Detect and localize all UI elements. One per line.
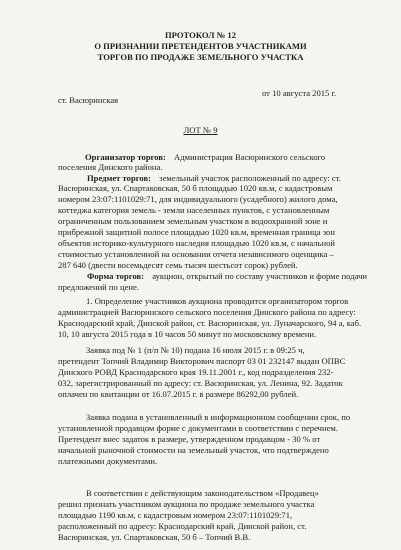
subject-line: Васюринская, ул. Спартаковская, 50 б площадью 1020 кв.м, с кадастровым xyxy=(58,183,333,193)
organizer-text-2: поселения Динского района. xyxy=(58,162,163,172)
item1-line: 1. Определение участников аукциона проводится организатором торгов xyxy=(86,296,349,306)
subject-line: 287 640 (двести восемьдесят семь тысяч шестьсот сорок) рублей. xyxy=(58,260,298,270)
decision-line: В соответствии с действующим законодательством «Продавец» xyxy=(86,488,319,498)
decision-line: расположенный по адресу: Краснодарский край, Динской район, ст. xyxy=(58,521,307,531)
application-note-line: начальной рыночной стоимости на земельный участок, что подтверждено xyxy=(58,445,329,455)
form-line: предложений по цене. xyxy=(58,282,139,292)
item1-line: 10, 10 августа 2015 года в 10 часов 50 минут по московскому времени. xyxy=(58,329,317,339)
organizer-row xyxy=(85,152,325,162)
form-row xyxy=(87,271,367,281)
item1-line: администрацией Васюринского сельского поселения Динского района по адресу: xyxy=(58,307,356,317)
application-line: 032, зарегистрированный по адресу: ст. Васюринская, ул. Ленина, 92. Задаток xyxy=(58,378,343,388)
subject-label: Предмет торгов: xyxy=(87,173,152,183)
protocol-subtitle-2: ТОРГОВ ПО ПРОДАЖЕ ЗЕМЕЛЬНОГО УЧАСТКА xyxy=(97,52,304,62)
decision-line: площадью 1190 кв.м, с кадастровым номером 23:07:1101029:71, xyxy=(58,510,293,520)
subject-line: ограниченным пользованием земельным участком в водоохранной зоне и xyxy=(58,216,328,226)
application-note-line: Претендент внес задаток в размере, утвержденном продавцом - 30 % от xyxy=(58,434,321,444)
decision-line: решил признать участником аукциона по продаже земельного участка xyxy=(58,499,315,509)
subject-line: номером 23:07:1101029:71, для индивидуального (усадебного) жилого дома, xyxy=(58,194,338,204)
subject-row xyxy=(87,173,341,183)
organizer-text-1: Администрация Васюринского сельского xyxy=(174,152,326,162)
date-text: от 10 августа 2015 г. xyxy=(262,88,337,98)
decision-line: Васюринская, ул. Спартаковская, 50 б – Топчий В.В. xyxy=(58,532,251,542)
organizer-label: Организатор торгов: xyxy=(85,152,166,162)
application-note-line: установленной продавцом форме с документами в соответствии с перечнем. xyxy=(58,423,339,433)
form-label: Форма торгов: xyxy=(87,271,145,281)
item1-line: Краснодарский край, Динской район, ст. Васюринская, ул. Луначарского, 94 а, каб. xyxy=(58,318,362,328)
place-text: ст. Васюринская xyxy=(58,95,119,105)
protocol-subtitle-1: О ПРИЗНАНИИ ПРЕТЕНДЕНТОВ УЧАСТНИКАМИ xyxy=(94,41,307,51)
subject-line: прибрежной защитной полосе площадью 1020 кв.м, временная граница зон xyxy=(58,227,335,237)
subject-line: земельный участок расположенный по адресу: ст. xyxy=(159,173,341,183)
application-note-line: Заявка подана в установленный в информационном сообщении срок, по xyxy=(86,412,351,422)
application-line: претендент Топчий Владимир Викторович паспорт 03 01 232147 выдан ОПВС xyxy=(58,356,346,366)
subject-line: коттеджа категория земель - земли населенных пунктов, с установленным xyxy=(58,205,330,215)
application-line: Заявка под № 1 (п/п № 10) подана 16 июля 2015 г. в 09:25 ч, xyxy=(86,345,305,355)
application-line: Динского РОВД Краснодарского края 19.11.2001 г., код подразделения 232- xyxy=(58,367,334,377)
form-line: аукцион, открытый по составу участников и форме подачи xyxy=(152,271,367,281)
application-note-line: платежными документами. xyxy=(58,456,158,466)
application-line: оплачен по квитанции от 16.07.2015 г. в размере 86292,00 рублей. xyxy=(58,389,299,399)
lot-label: ЛОТ № 9 xyxy=(183,125,218,135)
protocol-title: ПРОТОКОЛ № 12 xyxy=(164,30,237,40)
subject-line: объектов историко-культурного наследия площадью 1020 кв.м, с начальной xyxy=(58,238,335,248)
subject-line: стоимостью установленной на основании отчета независимого оценщика – xyxy=(58,249,334,259)
